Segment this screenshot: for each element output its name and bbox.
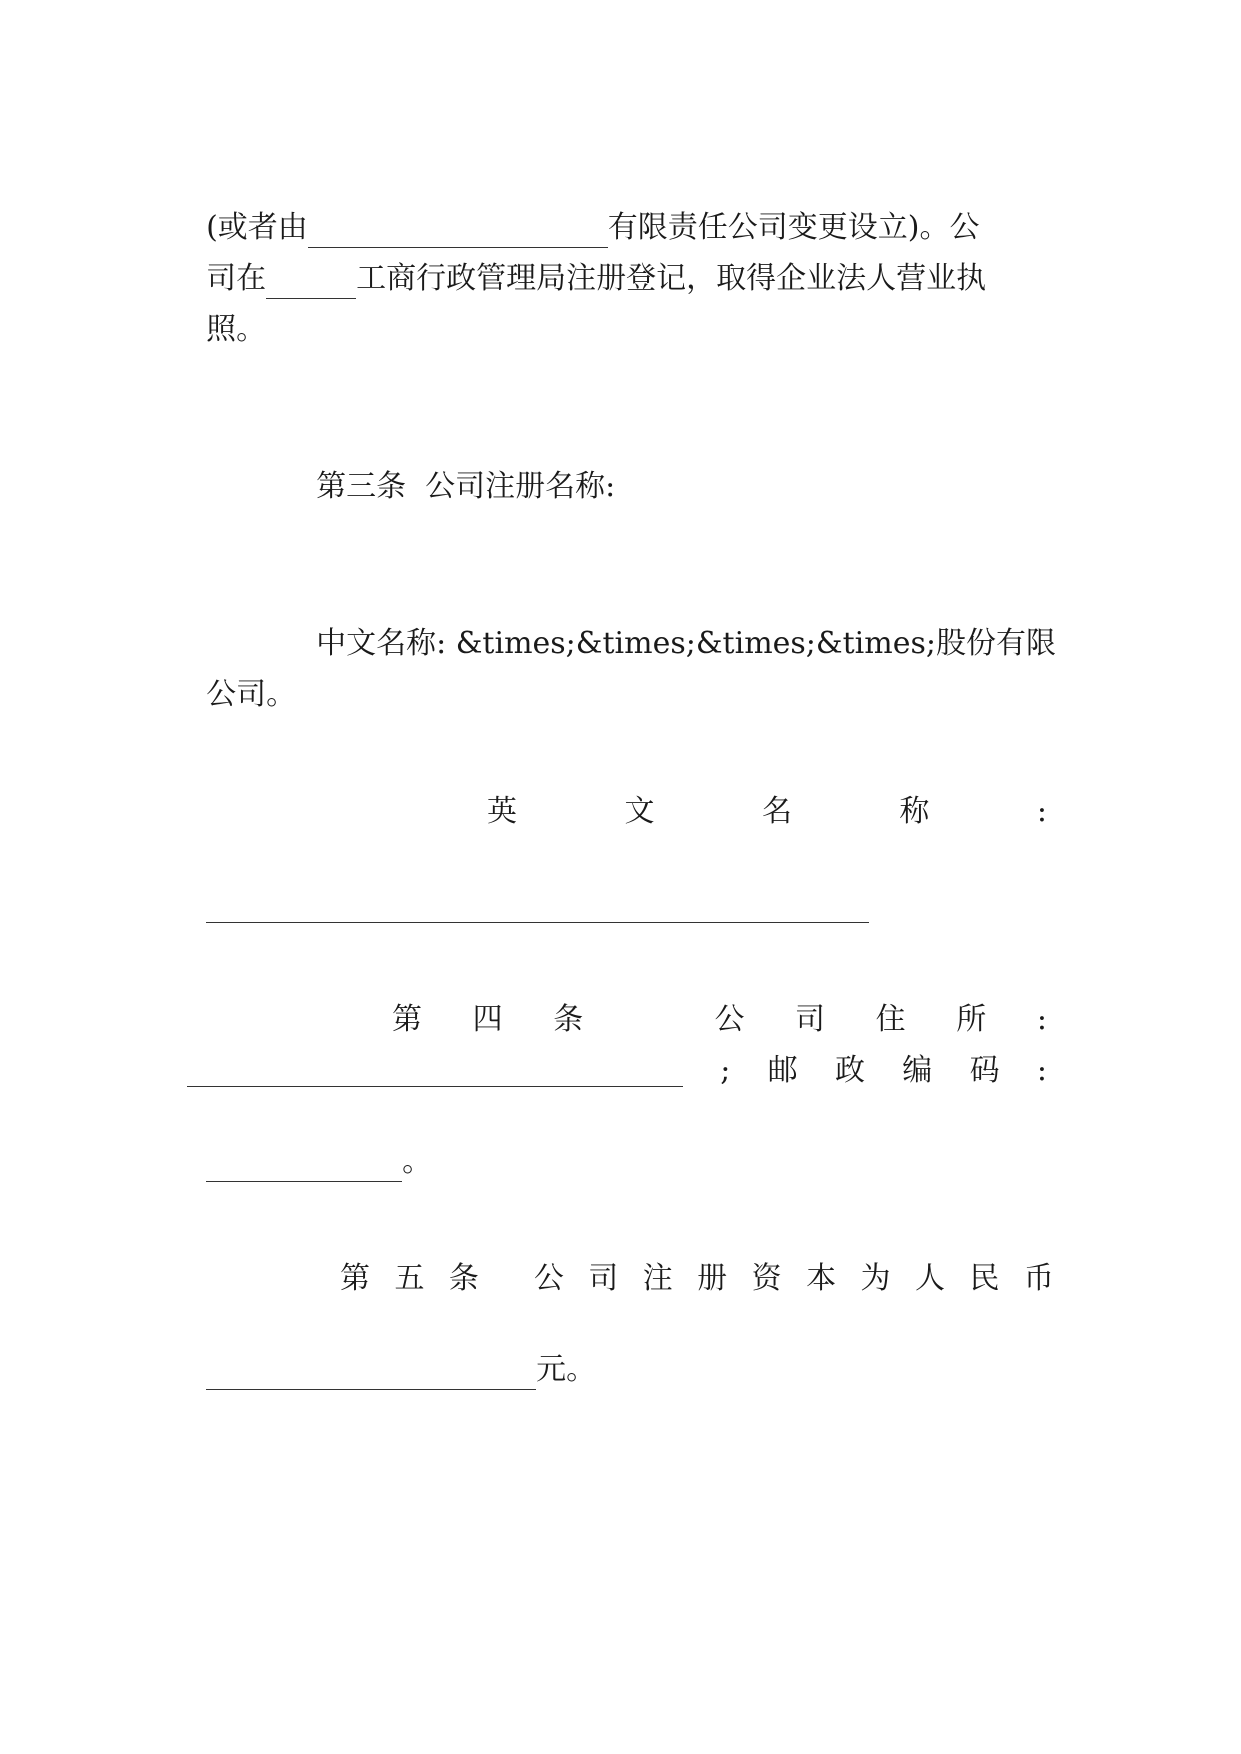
art4-char: 码 (969, 1053, 1000, 1088)
blank-field[interactable] (187, 1056, 683, 1087)
art3-heading (297, 427, 1057, 504)
art2-text-b: 有限责任公司变更设立)。公 (607, 210, 980, 245)
art4-char: 住 (875, 1002, 906, 1037)
art5-char: 条 (448, 1261, 479, 1296)
en-char: 称 (899, 794, 930, 829)
en-char: 英 (487, 794, 517, 829)
art5-char: 册 (697, 1261, 728, 1296)
art5-char: 币 (1023, 1261, 1054, 1296)
en-char: 名 (761, 794, 792, 829)
art4-line-3 (187, 1102, 1055, 1179)
art4-char: 编 (902, 1053, 933, 1088)
art4-char: 公 (714, 1002, 745, 1037)
art5-end: 元。 (536, 1352, 597, 1387)
art5-char: 五 (394, 1261, 425, 1296)
art4-char: 第 (392, 1002, 422, 1037)
art5-char: 司 (588, 1261, 619, 1296)
art4-line-2 (187, 1051, 1047, 1091)
art4-char: 条 (553, 1002, 584, 1037)
art5-line-2 (187, 1310, 1055, 1387)
art4-char: 邮 (767, 1053, 798, 1088)
art3-heading-text: 第三条 公司注册名称: (316, 469, 616, 504)
blank-field[interactable] (206, 892, 869, 923)
art2-text-c: 司在 (206, 261, 267, 296)
art3-en-name-label (487, 792, 1047, 832)
art5-char: 本 (806, 1261, 837, 1296)
blank-field[interactable] (206, 1359, 536, 1390)
art5-char: 第 (340, 1261, 370, 1296)
art5-char: 民 (969, 1261, 1000, 1296)
art5-line-1 (340, 1259, 1054, 1299)
art4-end: 。 (402, 1144, 433, 1179)
art2-text-e: 照。 (206, 312, 267, 347)
art4-char: 所 (956, 1002, 987, 1037)
art3-cn-label: 中文名称: &times;&times;&times;&times;股份有限 (316, 626, 1056, 661)
art5-char: 人 (914, 1261, 945, 1296)
art4-char: 司 (795, 1002, 826, 1037)
art4-line-1 (392, 1000, 1047, 1040)
blank-field[interactable] (206, 1151, 402, 1182)
art2-text-a: (或者由 (206, 210, 308, 245)
art2-text-d: 工商行政管理局注册登记，取得企业法人营业执 (356, 261, 987, 296)
art2-line-2 (187, 219, 1055, 296)
art2-line-1 (187, 168, 1055, 245)
art5-char: 为 (860, 1261, 891, 1296)
art3-cn-name (297, 584, 1057, 661)
art3-en-name-blank-line (187, 843, 1055, 883)
en-char: : (1036, 794, 1047, 829)
art2-line-3 (187, 270, 1055, 347)
art3-cn-name-cont (187, 635, 1055, 712)
art4-char: 四 (472, 1002, 503, 1037)
art5-char: 注 (642, 1261, 673, 1296)
art4-char: : (1036, 1053, 1047, 1088)
art5-char: 资 (751, 1261, 782, 1296)
art4-char: ; (720, 1053, 731, 1088)
en-char: 文 (624, 794, 655, 829)
art5-char: 公 (533, 1261, 564, 1296)
art4-char: : (1036, 1002, 1047, 1037)
art4-char: 政 (835, 1053, 865, 1088)
art3-cn-cont: 公司。 (206, 677, 297, 712)
